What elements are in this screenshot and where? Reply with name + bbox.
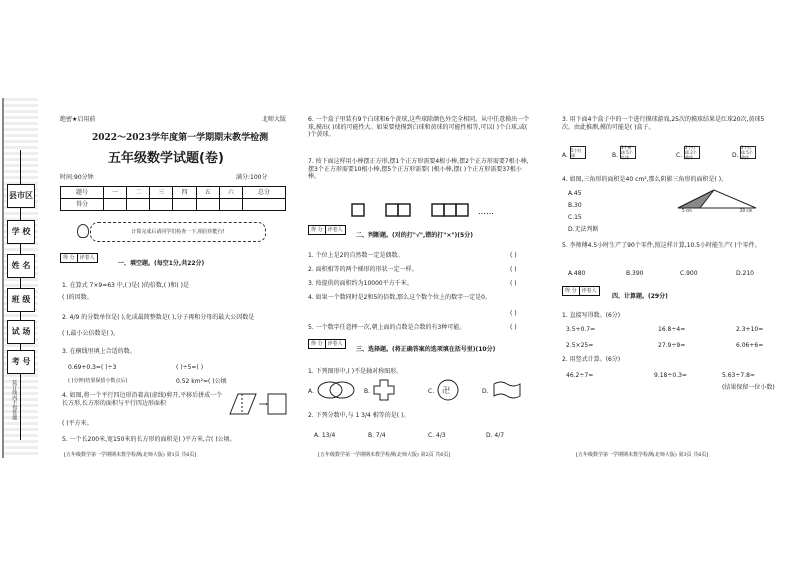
q5-option-a[interactable]: A.480 [568, 270, 586, 277]
grader-label: 评卷人 [581, 288, 597, 294]
question-2: 2. 4/9 的分数单位是( ),化成最简整数是( ),分子再和分母的最大公因数是 [62, 314, 255, 321]
box-option-c[interactable]: C. [676, 152, 683, 159]
vertical-calc-item[interactable]: 5.63÷7.8≈ [722, 372, 755, 379]
judge-5: 5. 一个数字任意摔一次,朝上面的点数是合数的有3种可能。 [308, 324, 466, 331]
choice-1-option-a[interactable]: A. [308, 388, 314, 395]
right-question-3: 3. 用下面4个盒子中的一个进行摸球游戏,25次的摸球结果是红球20次,黄球5次。由此推测,摸的可能是( )盒子。 [562, 116, 765, 131]
score-table-head-cell: 五 [196, 187, 219, 199]
question-3c: 0.52 km²=( )公顷 [176, 378, 227, 385]
question-6: 6. 一个盒子里装有9个白球和6个黄球,这些球除颜色外完全相同。从中任意摸出一个球,摸出( )球的可能性大。如果要使摸到白球和黄球的可能性相等,可以( )个白球,或( )个黄球。 [308, 116, 530, 138]
choice-2: 2. 下列分数中,与 1 3/4 相等的是( )。 [308, 412, 410, 419]
calc-item[interactable]: 3.5+0.7= [566, 326, 596, 333]
score-row-label: 得分 [61, 199, 104, 211]
score-table-head-cell: 六 [219, 187, 242, 199]
section1-title: 一、填空题。(每空1分,共22分) [118, 260, 205, 267]
question-1: 1. 在算式 7×9=63 中,( )是( )的倍数,( )和( )是 [62, 282, 189, 289]
choice-2-option-a[interactable]: A. 13/4 [314, 432, 336, 439]
triangle-label-20cm: 20 cm [740, 208, 753, 213]
strip-field-county[interactable]: 县市区 [7, 184, 35, 208]
calc-item[interactable]: 27.9÷9= [658, 342, 686, 349]
score-label: 得 分 [563, 287, 580, 295]
box-b: 3个黄球 5个红球 [620, 146, 636, 159]
banner-text: 计算完成后请同学们检查一下,相信你能行! [131, 228, 225, 235]
question-7: 7. 按下面这样用小棒摆正方形,摆1个正方形需要4根小棒,摆2个正方形需要7根小棒,摆3个正方形需要10根小棒,摆5个正方形需要( )根小棒,摆( )个正方形需要37根小棒。 [308, 158, 529, 180]
box-c: 2个红球 2个黄球 [684, 146, 700, 159]
section1-score-box [60, 253, 98, 263]
matchstick-squares-figure [350, 202, 530, 218]
calc-2-note: (结果保留一位小数) [722, 384, 775, 391]
circle-pattern-shape [436, 378, 460, 402]
judge-answer-5[interactable]: ( ) [510, 324, 517, 331]
box-option-d[interactable]: D. [732, 152, 739, 159]
box-a: 5个红球 [570, 146, 586, 159]
score-label: 得 分 [309, 340, 326, 348]
score-cell[interactable] [219, 199, 242, 211]
parallelogram-figure [228, 392, 288, 416]
score-table [60, 186, 286, 211]
calc-1-title: 1. 直接写得数。(6分) [562, 312, 621, 319]
cartoon-child-icon [77, 224, 89, 238]
score-table-head-cell: 题号 [61, 187, 104, 199]
score-table-row [61, 199, 286, 211]
question-3: 3. 在横线里填上合适的数。 [62, 348, 136, 355]
score-table-head-cell: 二 [127, 187, 150, 199]
full-score-label: 满分:100分 [236, 174, 268, 181]
question-3d: ( )分钟(结果保留小数点后) [68, 378, 128, 384]
strip-field-exam-number[interactable]: 考 号 [7, 350, 35, 374]
grader-label: 评卷人 [79, 255, 95, 261]
score-table-header [61, 187, 286, 199]
exam-subtitle: 五年级数学试题(卷) [108, 151, 224, 166]
choice-1-option-d[interactable]: D. [482, 388, 489, 395]
wave-flag-shape [492, 380, 522, 400]
section3-title: 三、选择题。(将正确答案的选项填在括号里)(10分) [356, 346, 496, 353]
calc-item[interactable]: 16.8÷4= [658, 326, 686, 333]
score-label: 得 分 [309, 226, 326, 234]
calc-item[interactable]: 2.3+10= [736, 326, 764, 333]
calc-2-title: 2. 用竖式计算。(6分) [562, 356, 621, 363]
choice-1-option-c[interactable]: C. [428, 388, 435, 395]
score-cell[interactable] [103, 199, 126, 211]
choice-1: 1. 下列图形中,( )不是轴对称图形。 [308, 368, 403, 375]
score-table-head-cell: 总分 [242, 187, 285, 199]
vertical-calc-item[interactable]: 9.18÷0.3= [654, 372, 687, 379]
triangle-label-5cm: 5 cm [682, 208, 692, 213]
question-3b: ( )÷5=( ) [176, 364, 204, 371]
vertical-calc-item[interactable]: 46.2÷7= [566, 372, 594, 379]
section4-title: 四、计算题。(29分) [612, 293, 668, 300]
grader-label: 评卷人 [327, 341, 343, 347]
section2-score-box [308, 225, 346, 235]
q5-option-b[interactable]: B.390 [626, 270, 644, 277]
box-d: 2个红球 5个黄球 [740, 146, 756, 159]
section4-score-box [562, 286, 600, 296]
judge-answer-1[interactable]: ( ) [510, 252, 517, 259]
judge-3: 3. 按提供的面积约为10000平方千米。 [308, 280, 413, 287]
score-table-head-cell: 一 [103, 187, 126, 199]
secret-tag: 绝密★启用前 [60, 116, 96, 123]
q4-option-c[interactable]: C.15 [568, 214, 582, 221]
page2-footer: [五年级数学第一学期期末教学检测(北师大版) 第2页 共6页] [318, 452, 451, 458]
section2-title: 二、判断题。(对的打"√",错的打"×")(5分) [356, 232, 473, 239]
score-table-head-cell: 四 [173, 187, 196, 199]
choice-2-option-d[interactable]: D. 4/7 [486, 432, 505, 439]
score-cell[interactable] [173, 199, 196, 211]
question-1-cont: ( )的因数。 [62, 294, 93, 301]
q5-option-d[interactable]: D.210 [736, 270, 754, 277]
svg-text:……: …… [478, 207, 494, 216]
box-option-a[interactable]: A. [562, 152, 568, 159]
question-5: 5. 一个长200米,宽150米的长方形的面积是( )平方米,合( )公顷。 [62, 436, 236, 443]
strip-field-name[interactable]: 姓 名 [7, 254, 35, 278]
edition-label: 北师大版 [262, 116, 287, 123]
score-cell[interactable] [150, 199, 173, 211]
question-4: 4. 如图,将一个平行四边形沿着高(虚线)剪开,平移后拼成一个长方形,长方形的面积与平行四边形面积 [62, 392, 223, 407]
q4-option-a[interactable]: A.45 [568, 190, 582, 197]
cross-shape [372, 378, 396, 402]
judge-answer-3[interactable]: ( ) [510, 280, 517, 287]
q4-option-d[interactable]: D.无法判断 [568, 226, 599, 233]
score-table-head-cell: 三 [150, 187, 173, 199]
question-4-cont: ( )平方米。 [62, 420, 93, 427]
calc-item[interactable]: 2.5×25= [566, 342, 594, 349]
section3-score-box [308, 339, 346, 349]
judge-4: 4. 如果一个数同时是2和5的倍数,那么这个数个位上的数字一定是0。 [308, 294, 491, 301]
right-question-5: 5. 李师傅4.5小时生产了90个零件,照这样计算,10.5小时能生产( )个零件。 [562, 242, 761, 249]
strip-field-class[interactable]: 班 级 [7, 288, 35, 312]
score-label: 得 分 [61, 254, 78, 262]
exam-title: 2022～2023学年度第一学期期末教学检测 [92, 133, 269, 143]
calc-item[interactable]: 6.06+6= [736, 342, 764, 349]
q5-option-c[interactable]: C.900 [680, 270, 698, 277]
page3-footer: [五年级数学第一学期期末教学检测(北师大版) 第3页 共6页] [576, 452, 709, 458]
judge-2: 2. 面积相等的两个梯形的形状一定一样。 [308, 266, 418, 273]
vesica-shape [316, 380, 356, 400]
time-label: 时间:90分钟 [60, 174, 94, 181]
score-cell[interactable] [242, 199, 285, 211]
judge-answer-2[interactable]: ( ) [510, 266, 517, 273]
q4-option-b[interactable]: B.30 [568, 202, 582, 209]
judge-answer-4[interactable]: ( ) [510, 310, 517, 317]
question-2-cont: ( ),最小公倍数是( )。 [62, 330, 120, 337]
strip-warning: 装订线内不得答题 [11, 380, 18, 420]
judge-1: 1. 个位上是2的自然数一定是偶数。 [308, 252, 404, 259]
score-cell[interactable] [196, 199, 219, 211]
encouragement-banner [90, 222, 266, 242]
svg-text:⟹: ⟹ [259, 401, 268, 408]
score-cell[interactable] [127, 199, 150, 211]
page1-footer: [五年级数学第一学期期末教学检测(北师大版) 第1页 共6页] [64, 452, 197, 458]
strip-field-room[interactable]: 试 场 [7, 320, 35, 344]
choice-2-option-c[interactable]: C. 4/3 [428, 432, 446, 439]
grader-label: 评卷人 [327, 227, 343, 233]
box-option-b[interactable]: B. [612, 152, 619, 159]
question-3a: 0.69+0.3=( )÷3 [68, 364, 117, 371]
svg-text:卍: 卍 [442, 386, 450, 395]
choice-1-option-b[interactable]: B. [364, 388, 371, 395]
right-question-4: 4. 如图,三角形的面积是40 cm²,那么阴影三角形的面积是( )。 [562, 176, 728, 183]
choice-2-option-b[interactable]: B. 7/4 [368, 432, 386, 439]
strip-field-school[interactable]: 学 校 [7, 220, 35, 244]
